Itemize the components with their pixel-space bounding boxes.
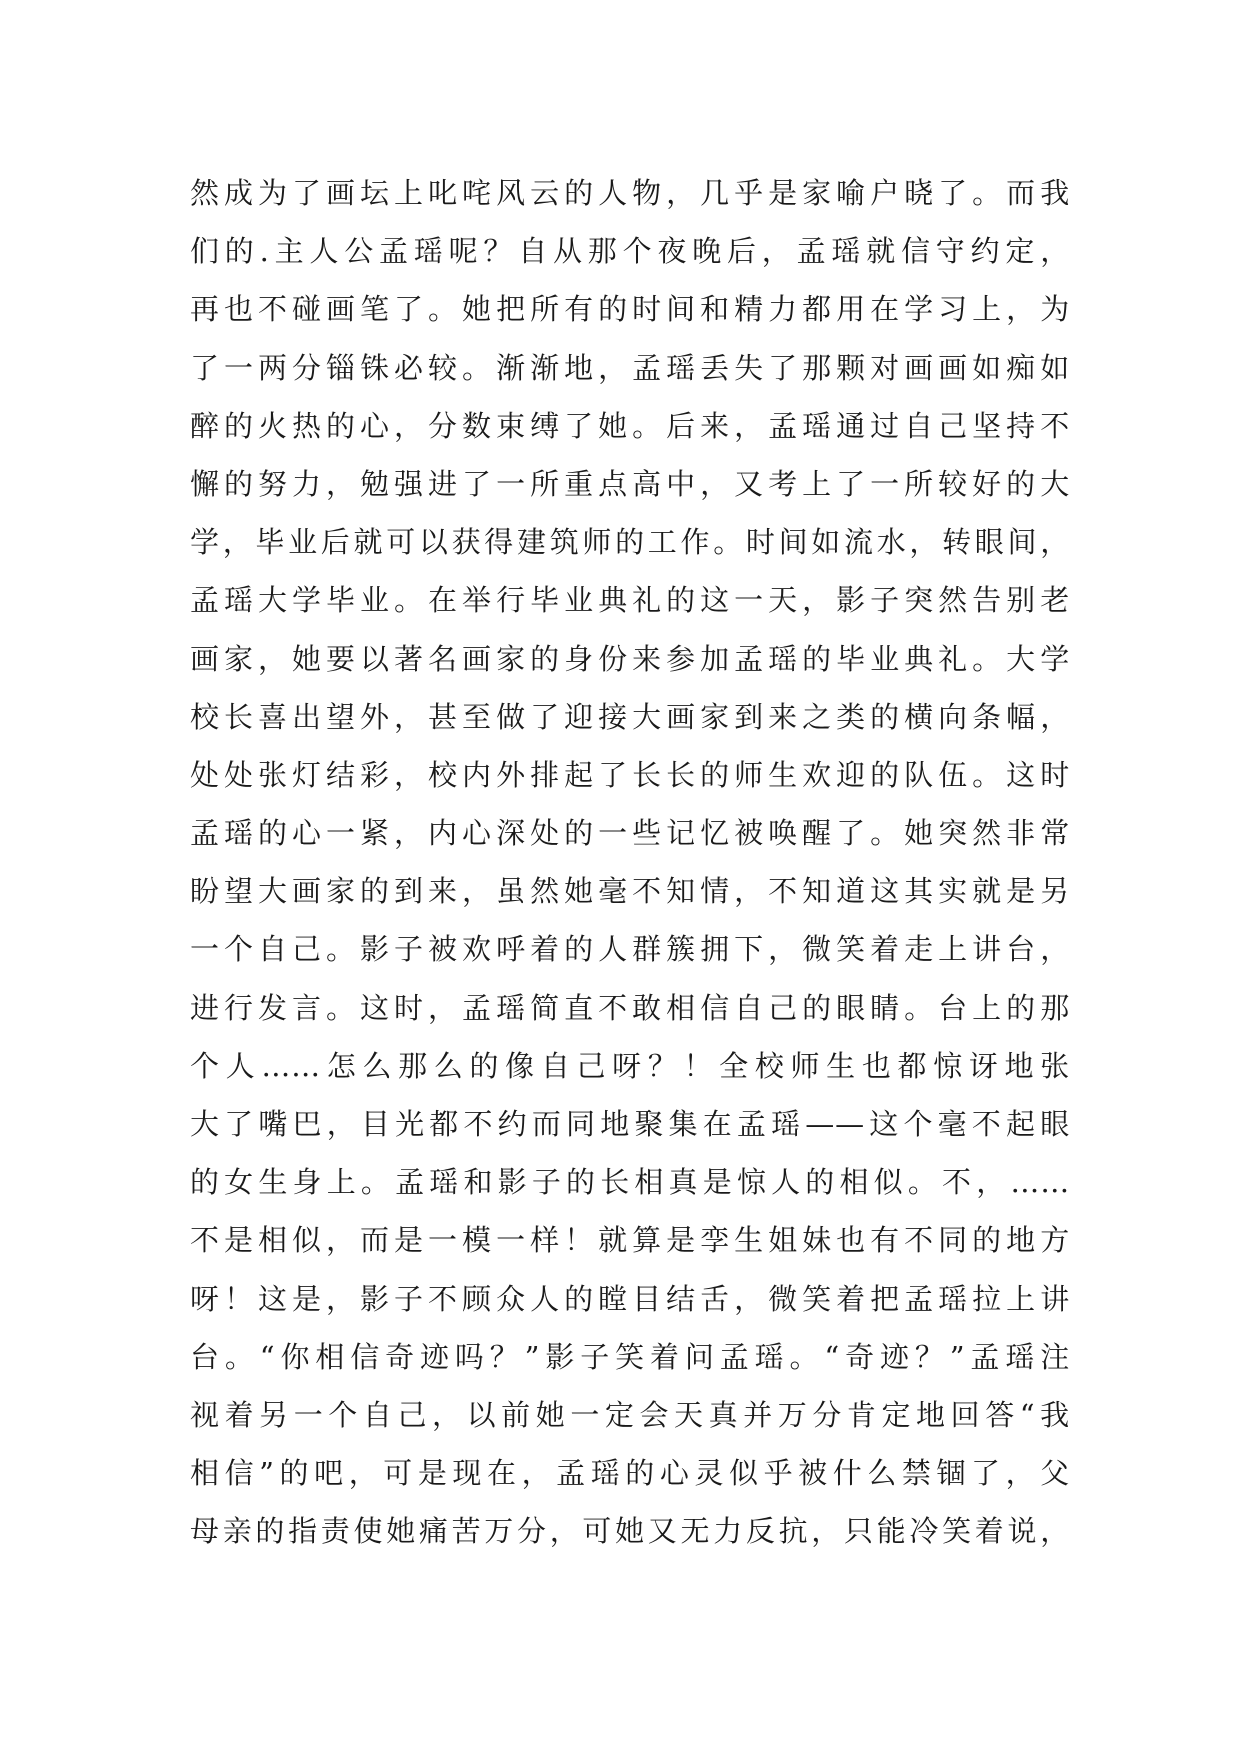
text-line: 一个自己。影子被欢呼着的人群簇拥下，微笑着走上讲台，	[190, 932, 1070, 967]
text-line: 盼望大画家的到来，虽然她毫不知情，不知道这其实就是另	[190, 874, 1070, 909]
text-line: 画家，她要以著名画家的身份来参加孟瑶的毕业典礼。大学	[190, 641, 1070, 676]
text-line: 孟瑶的心一紧，内心深处的一些记忆被唤醒了。她突然非常	[190, 816, 1070, 851]
text-line: 校长喜出望外，甚至做了迎接大画家到来之类的横向条幅，	[190, 699, 1070, 734]
body-text	[190, 164, 1070, 1561]
text-line: 们的.主人公孟瑶呢？自从那个夜晚后，孟瑶就信守约定，	[190, 234, 1070, 269]
text-line: 个人……怎么那么的像自己呀？！全校师生也都惊讶地张	[190, 1048, 1070, 1083]
text-line: 相信”的吧，可是现在，孟瑶的心灵似乎被什么禁锢了，父	[190, 1456, 1070, 1491]
text-line: 台。“你相信奇迹吗？”影子笑着问孟瑶。“奇迹？”孟瑶注	[190, 1339, 1070, 1374]
text-line: 再也不碰画笔了。她把所有的时间和精力都用在学习上，为	[190, 292, 1070, 327]
text-line: 然成为了画坛上叱咤风云的人物，几乎是家喻户晓了。而我	[190, 176, 1070, 210]
text-line: 大了嘴巴，目光都不约而同地聚集在孟瑶——这个毫不起眼	[190, 1107, 1070, 1141]
text-line: 的女生身上。孟瑶和影子的长相真是惊人的相似。不，……	[190, 1165, 1070, 1200]
text-line: 学，毕业后就可以获得建筑师的工作。时间如流水，转眼间，	[190, 525, 1070, 560]
text-line: 处处张灯结彩，校内外排起了长长的师生欢迎的队伍。这时	[190, 757, 1070, 792]
text-line: 视着另一个自己，以前她一定会天真并万分肯定地回答“我	[190, 1397, 1070, 1432]
text-line: 了一两分锱铢必较。渐渐地，孟瑶丢失了那颗对画画如痴如	[190, 350, 1070, 385]
text-line: 呀！这是，影子不顾众人的瞠目结舌，微笑着把孟瑶拉上讲	[190, 1281, 1070, 1316]
text-line: 醉的火热的心，分数束缚了她。后来，孟瑶通过自己坚持不	[190, 408, 1070, 443]
text-line: 母亲的指责使她痛苦万分，可她又无力反抗，只能冷笑着说，	[190, 1514, 1070, 1549]
text-line: 懈的努力，勉强进了一所重点高中，又考上了一所较好的大	[190, 466, 1070, 501]
text-line: 进行发言。这时，孟瑶简直不敢相信自己的眼睛。台上的那	[190, 990, 1070, 1025]
text-line: 不是相似，而是一模一样！就算是孪生姐妹也有不同的地方	[190, 1223, 1070, 1258]
text-line: 孟瑶大学毕业。在举行毕业典礼的这一天，影子突然告别老	[190, 583, 1070, 618]
